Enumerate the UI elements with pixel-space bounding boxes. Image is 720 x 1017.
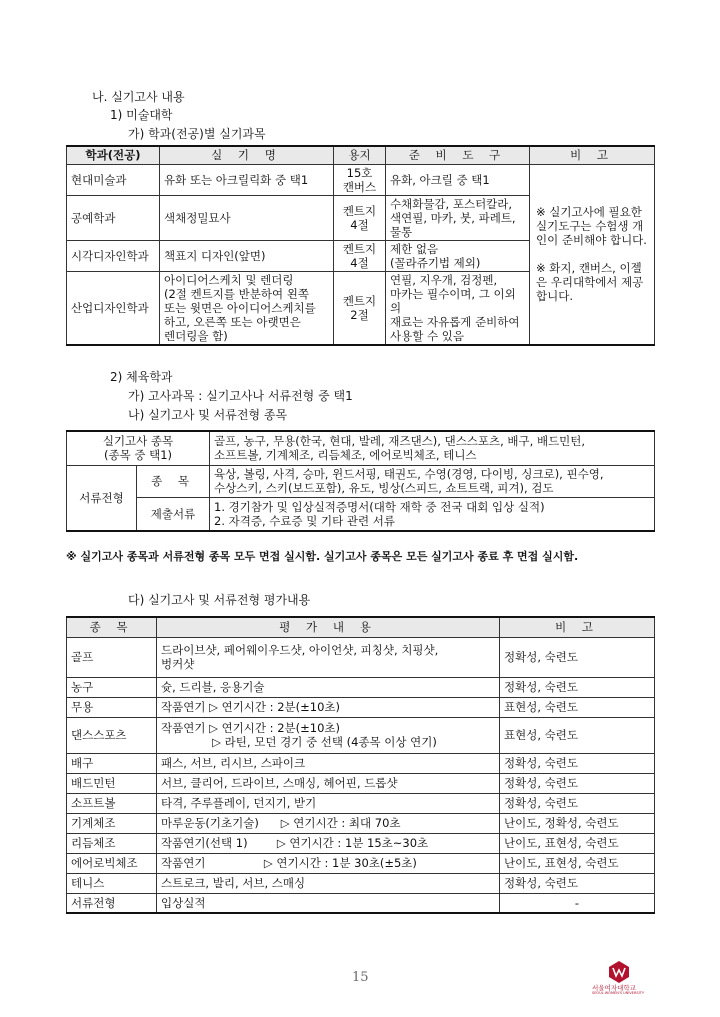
paper-cell: 켄트지 2절 bbox=[334, 271, 386, 345]
event-cell: 댄스스포츠 bbox=[67, 717, 157, 753]
note-cell: 정확성, 숙련도 bbox=[500, 637, 655, 677]
sports-events-table bbox=[66, 430, 655, 532]
subsection-heading: 2) 체육학과 bbox=[110, 370, 173, 384]
exam-label: 실기고사 종목 (종목 중 택1) bbox=[67, 431, 210, 465]
event-label: 종 목 bbox=[137, 465, 210, 497]
col-header: 비 고 bbox=[500, 617, 655, 637]
table-row bbox=[67, 164, 655, 195]
note-cell: 난이도, 정확성, 숙련도 bbox=[500, 813, 655, 833]
subsection-heading: 1) 미술대학 bbox=[110, 108, 173, 122]
tools-cell: 제한 없음 (꼴라쥬기법 제외) bbox=[386, 240, 530, 271]
subsection-heading: 다) 실기고사 및 서류전형 평가내용 bbox=[128, 593, 311, 607]
content-cell: 마루운동(기초기술) ▷ 연기시간 : 최대 70초 bbox=[157, 813, 500, 833]
event-cell: 테니스 bbox=[67, 873, 157, 893]
note-cell: 정확성, 숙련도 bbox=[500, 873, 655, 893]
submit-label: 제출서류 bbox=[137, 497, 210, 531]
content-cell: 작품연기 ▷ 연기시간 : 1분 30초(±5초) bbox=[157, 853, 500, 873]
content-cell: 작품연기 ▷ 연기시간 : 2분(±10초) bbox=[157, 697, 500, 717]
table-row bbox=[67, 813, 655, 833]
content-cell: 패스, 서브, 리시브, 스파이크 bbox=[157, 753, 500, 773]
content-cell: 작품연기(선택 1) ▷ 연기시간 : 1분 15초~30초 bbox=[157, 833, 500, 853]
note-cell: 표현성, 숙련도 bbox=[500, 717, 655, 753]
col-header: 준 비 도 구 bbox=[386, 146, 530, 164]
note-cell: ※ 실기고사에 필요한 실기도구는 수험생 개인이 준비해야 합니다. ※ 화지, 캔버스, 이젤은 우리대학에서 제공합니다. bbox=[530, 164, 655, 345]
table-row bbox=[67, 893, 655, 913]
content-cell: 타격, 주루플레이, 던지기, 받기 bbox=[157, 793, 500, 813]
table-row bbox=[67, 773, 655, 793]
event-cell: 소프트볼 bbox=[67, 793, 157, 813]
dept-cell: 공예학과 bbox=[67, 195, 160, 240]
col-header: 종 목 bbox=[67, 617, 157, 637]
tools-cell: 유화, 아크릴 중 택1 bbox=[386, 164, 530, 195]
exam-cell: 유화 또는 아크릴릭화 중 택1 bbox=[160, 164, 334, 195]
table-row bbox=[67, 833, 655, 853]
col-header: 실 기 명 bbox=[160, 146, 334, 164]
note-cell: 정확성, 숙련도 bbox=[500, 753, 655, 773]
event-cell: 에어로빅체조 bbox=[67, 853, 157, 873]
paper-cell: 15호 캔버스 bbox=[334, 164, 386, 195]
exam-items: 골프, 농구, 무용(한국, 현대, 발레, 재즈댄스), 댄스스포츠, 배구, 배드민턴, 소프트볼, 기계체조, 리듬체조, 에어로빅체조, 테니스 bbox=[210, 431, 655, 465]
note-cell: 난이도, 표현성, 숙련도 bbox=[500, 853, 655, 873]
dept-cell: 산업디자인학과 bbox=[67, 271, 160, 345]
note-cell: 정확성, 숙련도 bbox=[500, 793, 655, 813]
page-number: 15 bbox=[352, 970, 369, 985]
content-cell: 서브, 클리어, 드라이브, 스매싱, 헤어핀, 드롭샷 bbox=[157, 773, 500, 793]
exam-cell: 책표지 디자인(앞면) bbox=[160, 240, 334, 271]
content-cell: 입상실적 bbox=[157, 893, 500, 913]
event-cell: 농구 bbox=[67, 677, 157, 697]
note-cell: 난이도, 표현성, 숙련도 bbox=[500, 833, 655, 853]
paper-cell: 켄트지 4절 bbox=[334, 195, 386, 240]
tools-cell: 연필, 지우개, 검정펜, 마카는 필수이며, 그 이외의 재료는 자유롭게 준비하여 사용할 수 있음 bbox=[386, 271, 530, 345]
table-row bbox=[67, 677, 655, 697]
evaluation-table bbox=[66, 616, 655, 914]
table-row bbox=[67, 853, 655, 873]
table-row bbox=[67, 873, 655, 893]
bold-note: ※ 실기고사 종목과 서류전형 종목 모두 면접 실시함. 실기고사 종목은 모든 실기고사 종료 후 면접 실시함. bbox=[66, 550, 579, 563]
note-cell: 정확성, 숙련도 bbox=[500, 677, 655, 697]
event-cell: 무용 bbox=[67, 697, 157, 717]
event-cell: 골프 bbox=[67, 637, 157, 677]
subsection-heading: 가) 학과(전공)별 실기과목 bbox=[128, 127, 266, 141]
paper-cell: 켄트지 4절 bbox=[334, 240, 386, 271]
table-row bbox=[67, 637, 655, 677]
submit-items: 1. 경기참가 및 입상실적증명서(대학 재학 중 전국 대회 입상 실적) 2. 자격증, 수료증 및 기타 관련 서류 bbox=[210, 497, 655, 531]
dept-cell: 현대미술과 bbox=[67, 164, 160, 195]
logo-subtext: SEOUL WOMEN'S UNIVERSITY bbox=[592, 991, 644, 995]
note-cell: - bbox=[500, 893, 655, 913]
content-cell: 작품연기 ▷ 연기시간 : 2분(±10초) ▷ 라틴, 모던 경기 중 선택 (4종목 이상 연기) bbox=[157, 717, 500, 753]
table-row bbox=[67, 697, 655, 717]
note-cell: 정확성, 숙련도 bbox=[500, 773, 655, 793]
col-header: 용지 bbox=[334, 146, 386, 164]
university-logo bbox=[588, 960, 652, 995]
subsection-heading: 가) 고사과목 : 실기고사나 서류전형 중 택1 bbox=[128, 389, 353, 403]
note-cell: 표현성, 숙련도 bbox=[500, 697, 655, 717]
event-cell: 배드민턴 bbox=[67, 773, 157, 793]
event-cell: 기계체조 bbox=[67, 813, 157, 833]
table-row bbox=[67, 753, 655, 773]
logo-text: 서울여자대학교 bbox=[592, 984, 636, 992]
tools-cell: 수채화물감, 포스터칼라, 색연필, 마카, 붓, 파레트, 물통 bbox=[386, 195, 530, 240]
table-row bbox=[67, 717, 655, 753]
content-cell: 스트로크, 발리, 서브, 스매싱 bbox=[157, 873, 500, 893]
section-heading: 나. 실기고사 내용 bbox=[92, 90, 185, 104]
exam-cell: 아이디어스케치 및 렌더링 (2절 켄트지를 반분하여 왼쪽 또는 윗면은 아이디어스케치를 하고, 오른쪽 또는 아랫면은 렌더링을 함) bbox=[160, 271, 334, 345]
content-cell: 드라이브샷, 페어웨이우드샷, 아이언샷, 피칭샷, 치핑샷, 벙커샷 bbox=[157, 637, 500, 677]
university-crest-icon bbox=[608, 960, 630, 984]
col-header: 학과(전공) bbox=[67, 146, 160, 164]
doc-label: 서류전형 bbox=[67, 465, 137, 531]
col-header: 평 가 내 용 bbox=[157, 617, 500, 637]
art-exam-table bbox=[66, 145, 655, 346]
event-cell: 서류전형 bbox=[67, 893, 157, 913]
content-cell: 슛, 드리블, 응용기술 bbox=[157, 677, 500, 697]
col-header: 비 고 bbox=[530, 146, 655, 164]
exam-cell: 색채정밀묘사 bbox=[160, 195, 334, 240]
event-items: 육상, 볼링, 사격, 승마, 윈드서핑, 태권도, 수영(경영, 다이빙, 싱크로), 핀수영, 수상스키, 스키(보드포함), 유도, 빙상(스피드, 쇼트트랙, 피겨), 검도 bbox=[210, 465, 655, 497]
dept-cell: 시각디자인학과 bbox=[67, 240, 160, 271]
subsection-heading: 나) 실기고사 및 서류전형 종목 bbox=[128, 408, 288, 422]
event-cell: 배구 bbox=[67, 753, 157, 773]
table-row bbox=[67, 793, 655, 813]
event-cell: 리듬체조 bbox=[67, 833, 157, 853]
